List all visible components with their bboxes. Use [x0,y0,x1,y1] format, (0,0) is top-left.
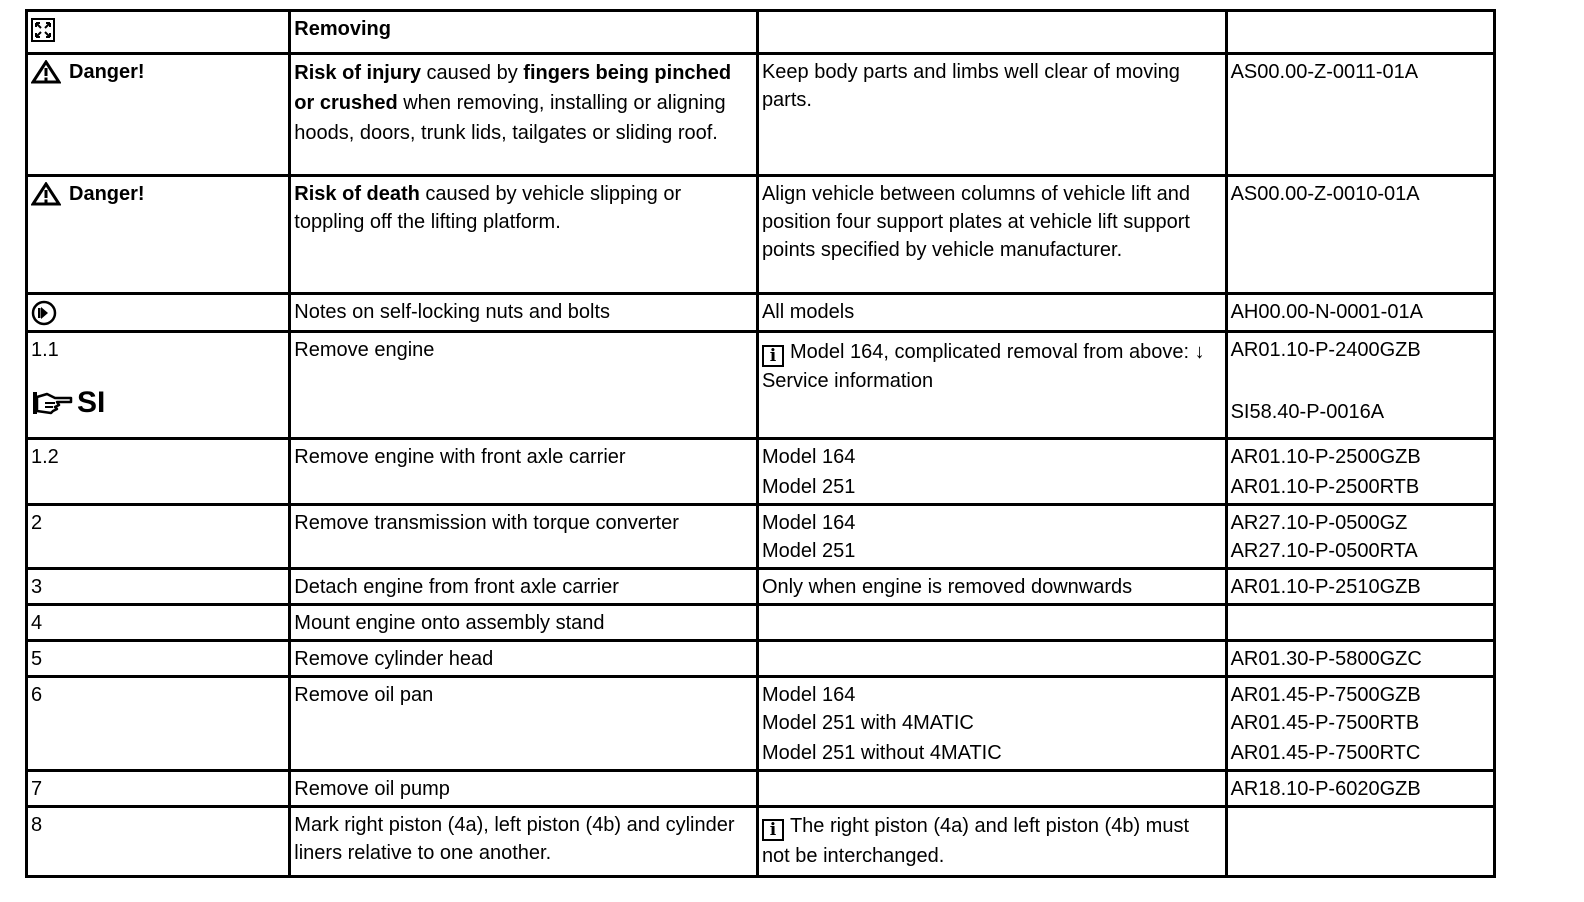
step-number: 4 [27,605,290,641]
expand-icon [31,18,55,42]
doc-link-a[interactable]: AR27.10-P-0500GZ [1230,512,1408,534]
header-title: Removing [290,11,758,54]
step-text: Detach engine from front axle carrier [290,569,758,605]
step-text: Remove cylinder head [290,641,758,677]
notes-row [27,294,1495,332]
note-line-a: Model 164 [761,684,856,706]
doc-link-a[interactable]: AR01.10-P-2400GZB [1230,339,1421,361]
step-row-1-1 [27,332,1495,439]
note-text: The right piston (4a) and left piston (4b) must not be interchanged. [761,815,1190,867]
step-note [757,332,1226,439]
danger-label-cell [27,176,290,294]
step-number: 1.2 [27,439,290,505]
step-text: Mark right piston (4a), left piston (4b) and cylinder liners relative to one another. [290,807,758,877]
step-text: Remove oil pan [290,677,758,771]
doc-link-b[interactable]: AR01.10-P-2500RTB [1230,476,1420,498]
step-note [757,677,1226,771]
step-text: Remove oil pump [290,771,758,807]
step-row-4 [27,605,1495,641]
step-note [757,505,1226,569]
si-label: SI [77,386,106,419]
step-note-empty [757,771,1226,807]
step-doc-cell [1226,505,1494,569]
step-number: 6 [27,677,290,771]
step-row-8 [27,807,1495,877]
risk-injury-bold: Risk of injury [294,62,421,84]
fingers-pinched-bold: fingers being pinched or crushed [294,62,732,114]
warning-triangle-icon [31,182,61,206]
note-line-b: Service information [761,370,934,392]
risk-injury-rest: when removing, installing or aligning hoods, doors, trunk lids, tailgates or sliding roof. [294,92,726,144]
doc-link-b[interactable]: AR01.45-P-7500RTB [1230,712,1420,734]
danger-risk-text [290,54,758,176]
step-doc-link[interactable]: AR18.10-P-6020GZB [1226,771,1494,807]
note-line-a: Model 164 [761,512,856,534]
step-number: 7 [27,771,290,807]
si-marker [31,386,105,420]
step-doc-cell [1226,677,1494,771]
doc-link-a[interactable]: AR01.45-P-7500GZB [1230,684,1421,706]
risk-injury-mid: caused by [421,62,524,84]
danger-measure-text: Align vehicle between columns of vehicle lift and position four support plates at vehicle lift support points specified by vehicle manufacturer. [757,176,1226,294]
step-row-7 [27,771,1495,807]
warning-triangle-icon [31,60,61,84]
pointing-hand-icon [31,389,75,417]
step-number: 1.1 [31,339,59,361]
info-box-icon: i [762,819,784,841]
step-row-1-2 [27,439,1495,505]
step-doc-empty [1226,807,1494,877]
notes-doc-link[interactable]: AH00.00-N-0001-01A [1226,294,1494,332]
danger-measure-text: Keep body parts and limbs well clear of moving parts. [757,54,1226,176]
note-line-a: Model 164 [761,446,856,468]
step-doc-link[interactable]: AR01.10-P-2510GZB [1226,569,1494,605]
risk-death-bold: Risk of death [294,183,420,205]
step-note [757,807,1226,877]
header-row [27,11,1495,54]
danger-label: Danger! [69,61,145,83]
info-box-icon: i [762,345,784,367]
note-line-c: Model 251 without 4MATIC [761,742,1002,764]
step-doc-link[interactable]: AR01.30-P-5800GZC [1226,641,1494,677]
danger-label: Danger! [69,183,145,205]
step-number: 3 [27,569,290,605]
note-line-b: Model 251 [761,476,856,498]
note-line-b: Model 251 with 4MATIC [761,712,974,734]
notes-scope: All models [757,294,1226,332]
step-cell [27,332,290,439]
step-number: 2 [27,505,290,569]
note-line-a: Model 164, complicated removal from above: ↓ [789,341,1205,363]
danger-doc-link[interactable]: AS00.00-Z-0011-01A [1226,54,1494,176]
step-text: Remove engine [290,332,758,439]
doc-link-a[interactable]: AR01.10-P-2500GZB [1230,446,1421,468]
self-locking-nut-icon [31,300,57,326]
doc-link-b[interactable]: AR27.10-P-0500RTA [1230,540,1418,562]
header-empty-cell-4 [1226,11,1494,54]
step-row-2 [27,505,1495,569]
step-number: 5 [27,641,290,677]
step-note: Only when engine is removed downwards [757,569,1226,605]
step-row-6 [27,677,1495,771]
step-text: Remove transmission with torque converter [290,505,758,569]
step-number: 8 [27,807,290,877]
step-note [757,439,1226,505]
step-text: Mount engine onto assembly stand [290,605,758,641]
doc-link-c[interactable]: AR01.45-P-7500RTC [1230,742,1421,764]
notes-text: Notes on self-locking nuts and bolts [290,294,758,332]
doc-link-b[interactable]: SI58.40-P-0016A [1230,401,1385,423]
step-doc-cell [1226,439,1494,505]
danger-row-2 [27,176,1495,294]
risk-death-rest: caused by vehicle slipping or toppling off the lifting platform. [294,183,682,233]
header-empty-cell-3 [757,11,1226,54]
notes-icon-cell [27,294,290,332]
note-line-b: Model 251 [761,540,856,562]
danger-doc-link[interactable]: AS00.00-Z-0010-01A [1226,176,1494,294]
step-note-empty [757,641,1226,677]
header-icon-cell [27,11,290,54]
step-note-empty [757,605,1226,641]
step-row-3 [27,569,1495,605]
danger-risk-text [290,176,758,294]
step-doc-empty [1226,605,1494,641]
step-text: Remove engine with front axle carrier [290,439,758,505]
removing-procedure-table [25,9,1496,878]
step-row-5 [27,641,1495,677]
danger-label-cell [27,54,290,176]
step-doc-cell [1226,332,1494,439]
danger-row-1 [27,54,1495,176]
